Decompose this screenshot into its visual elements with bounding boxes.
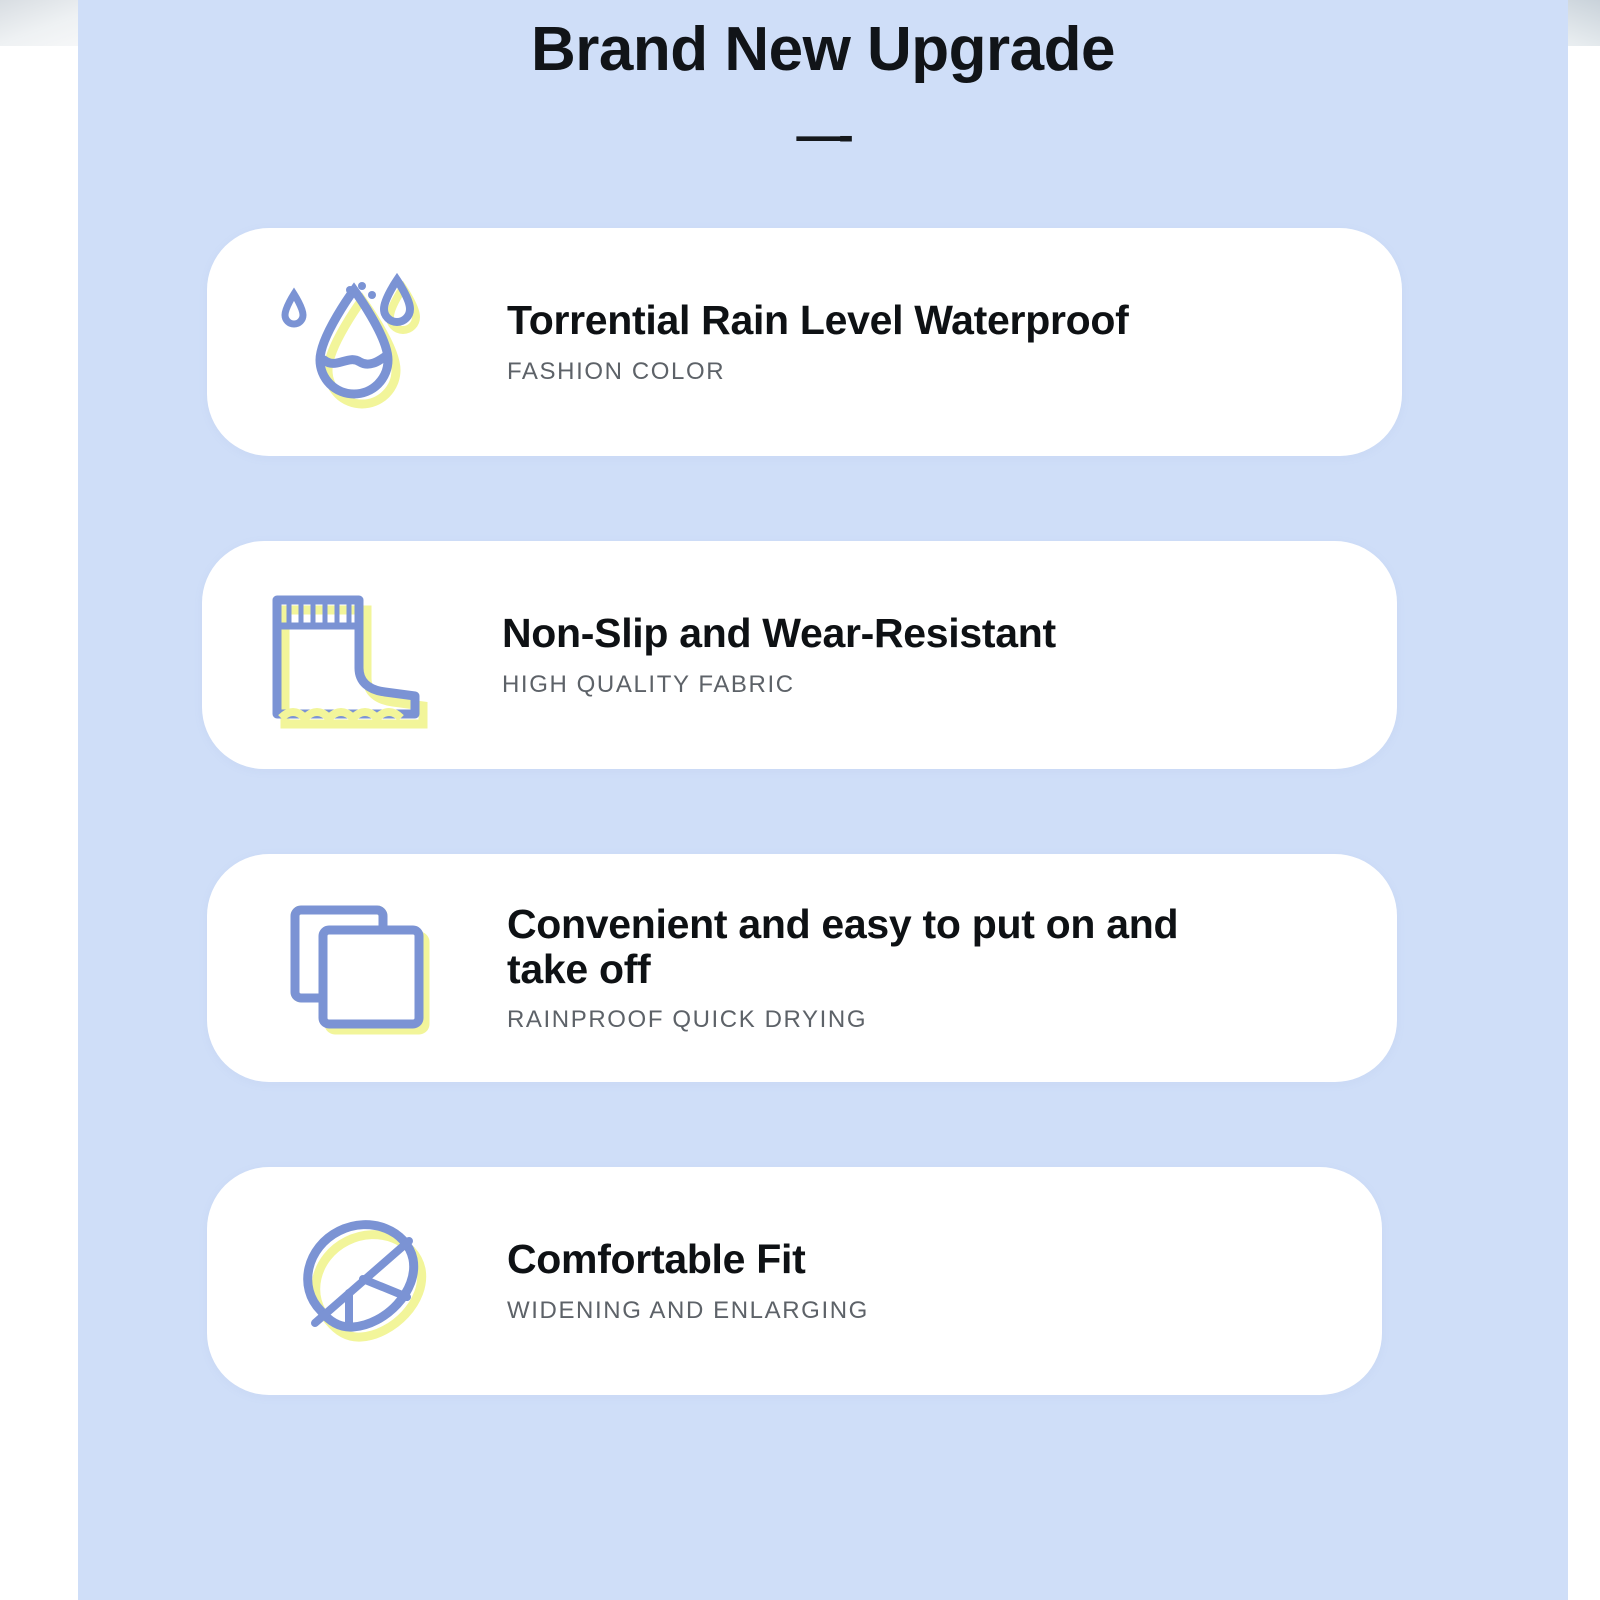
feature-card[interactable] (207, 1167, 1382, 1395)
feature-card[interactable] (207, 854, 1397, 1082)
feature-panel (78, 0, 1568, 1600)
feature-card-list (78, 228, 1568, 1395)
leaf-icon (207, 1201, 507, 1361)
water-drop-icon (207, 262, 507, 422)
title-divider: —- (796, 109, 850, 161)
stacked-squares-icon (207, 888, 507, 1048)
feature-text (507, 902, 1247, 1034)
page-title: Brand New Upgrade (530, 15, 1116, 84)
feature-card[interactable] (202, 541, 1397, 769)
feature-subtitle: WIDENING AND ENLARGING (507, 1296, 869, 1324)
feature-heading: Torrential Rain Level Waterproof (507, 297, 1129, 344)
feature-subtitle: FASHION COLOR (507, 357, 726, 385)
feature-card[interactable] (207, 228, 1402, 456)
feature-text (502, 611, 1096, 698)
feature-text (507, 298, 1168, 385)
feature-heading: Comfortable Fit (507, 1236, 806, 1283)
rain-boot-icon (202, 580, 502, 730)
feature-heading: Non-Slip and Wear-Resistant (502, 610, 1056, 657)
feature-heading: Convenient and easy to put on and take off (507, 901, 1179, 992)
feature-subtitle: RAINPROOF QUICK DRYING (507, 1005, 868, 1033)
background-photo-left (0, 0, 90, 46)
feature-text (507, 1237, 909, 1324)
feature-subtitle: HIGH QUALITY FABRIC (502, 670, 795, 698)
